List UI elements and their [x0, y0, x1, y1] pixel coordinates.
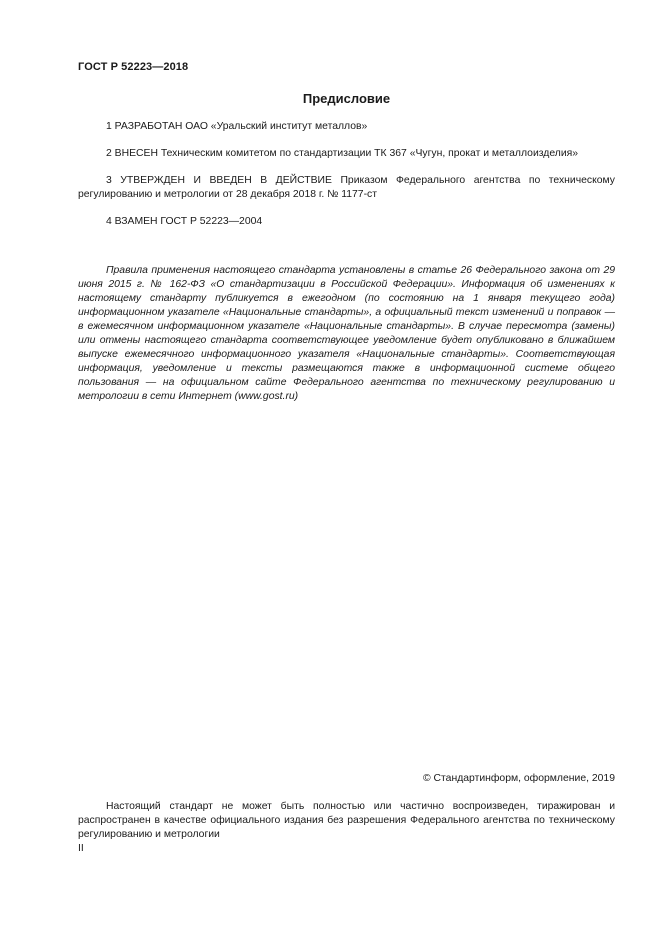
page-title: Предисловие — [302, 91, 391, 106]
preface-item-introduced: 2 ВНЕСЕН Техническим комитетом по стандартизации ТК 367 «Чугун, прокат и металлоизделия» — [106, 148, 579, 159]
reproduction-notice: Настоящий стандарт не может быть полностью или частично воспроизведен, тиражирован и распространен в качестве официального издания без разрешения Федерального агентства по техническому регулированию и метрологии — [78, 801, 615, 840]
copyright-line: © Стандартинформ, оформление, 2019 — [422, 773, 615, 784]
preface-item-replaces: 4 ВЗАМЕН ГОСТ Р 52223—2004 — [106, 216, 263, 227]
page-number: II — [78, 843, 84, 854]
preface-item-developed: 1 РАЗРАБОТАН ОАО «Уральский институт металлов» — [106, 121, 368, 132]
standard-code: ГОСТ Р 52223—2018 — [78, 61, 189, 73]
preface-item-approved: 3 УТВЕРЖДЕН И ВВЕДЕН В ДЕЙСТВИЕ Приказом Федерального агентства по техническому регулированию и метрологии от 28 декабря 2018 г. № 1177-ст — [78, 175, 615, 200]
application-rules-notice: Правила применения настоящего стандарта установлены в статье 26 Федерального закона от 29 июня 2015 г. № 162-ФЗ «О стандартизации в Российской Федерации». Информация об изменениях к настоящему стандарту публикуется в ежегодном (по состоянию на 1 января текущего года) информационном указателе «Национальные стандарты», а официальный текст изменений и поправок — в ежемесячном информационном указателе «Национальные стандарты». В случае пересмотра (замены) или отмены настоящего стандарта соответствующее уведомление будет опубликовано в ближайшем выпуске ежемесячного информационного указателя «Национальные стандарты». Соответствующая информация, уведомление и тексты размещаются также в информационной системе общего пользования — на официальном сайте Федерального агентства по техническому регулированию и метрологии в сети Интернет (www.gost.ru) — [78, 265, 615, 402]
